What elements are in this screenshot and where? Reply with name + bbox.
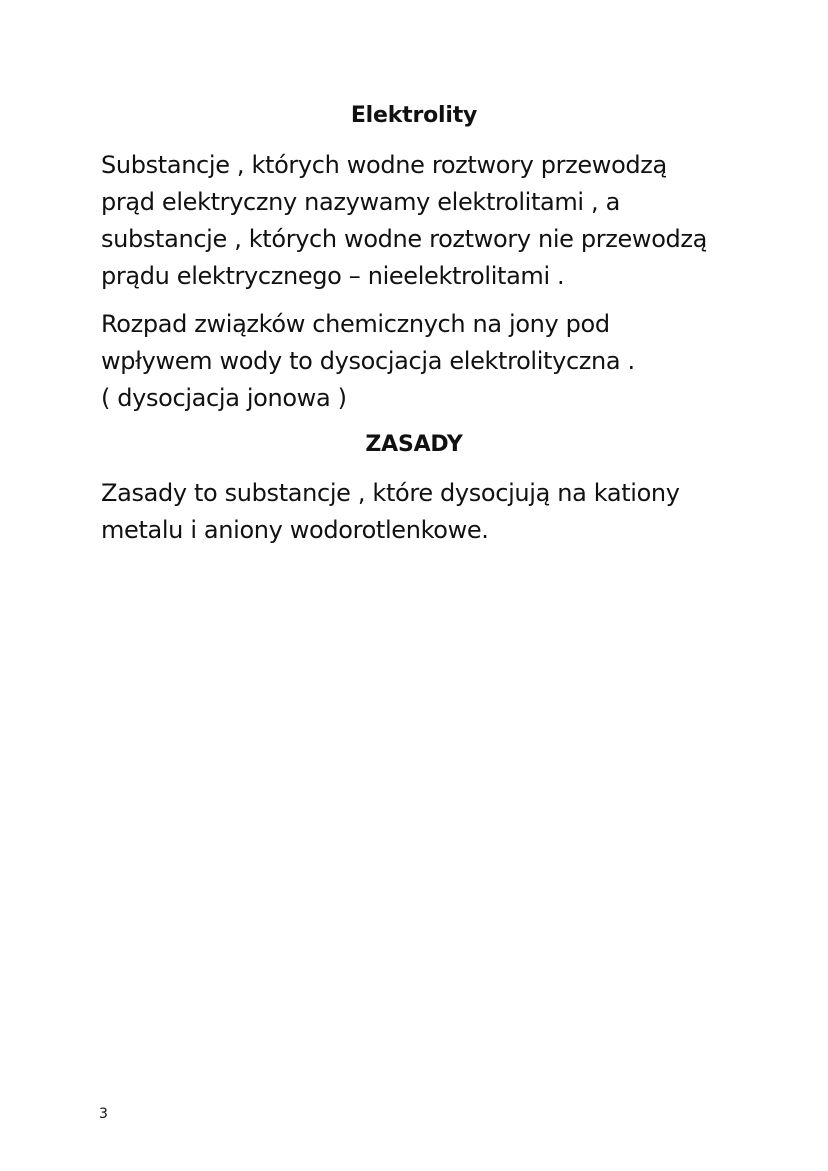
text-line: prądu elektrycznego – nieelektrolitami .: [101, 262, 565, 290]
paragraph-bases-definition: [101, 475, 741, 549]
text-line: Substancje , których wodne roztwory przewodzą: [101, 151, 667, 179]
text-line: metalu i aniony wodorotlenkowe.: [101, 516, 489, 544]
text-line: ( dysocjacja jonowa ): [101, 384, 347, 412]
heading-zasady: ZASADY: [365, 432, 463, 457]
text-line: substancje , których wodne roztwory nie przewodzą: [101, 225, 708, 253]
text-line: Rozpad związków chemicznych na jony pod: [101, 310, 610, 338]
text-line: wpływem wody to dysocjacja elektrolityczna .: [101, 347, 635, 375]
paragraph-dissociation-definition: [101, 306, 741, 417]
text-line: Zasady to substancje , które dysocjują na kationy: [101, 479, 680, 507]
text-line: prąd elektryczny nazywamy elektrolitami , a: [101, 188, 620, 216]
page-number: 3: [99, 1106, 108, 1122]
paragraph-electrolytes-definition: [101, 147, 741, 295]
heading-elektrolity: Elektrolity: [350, 103, 478, 128]
